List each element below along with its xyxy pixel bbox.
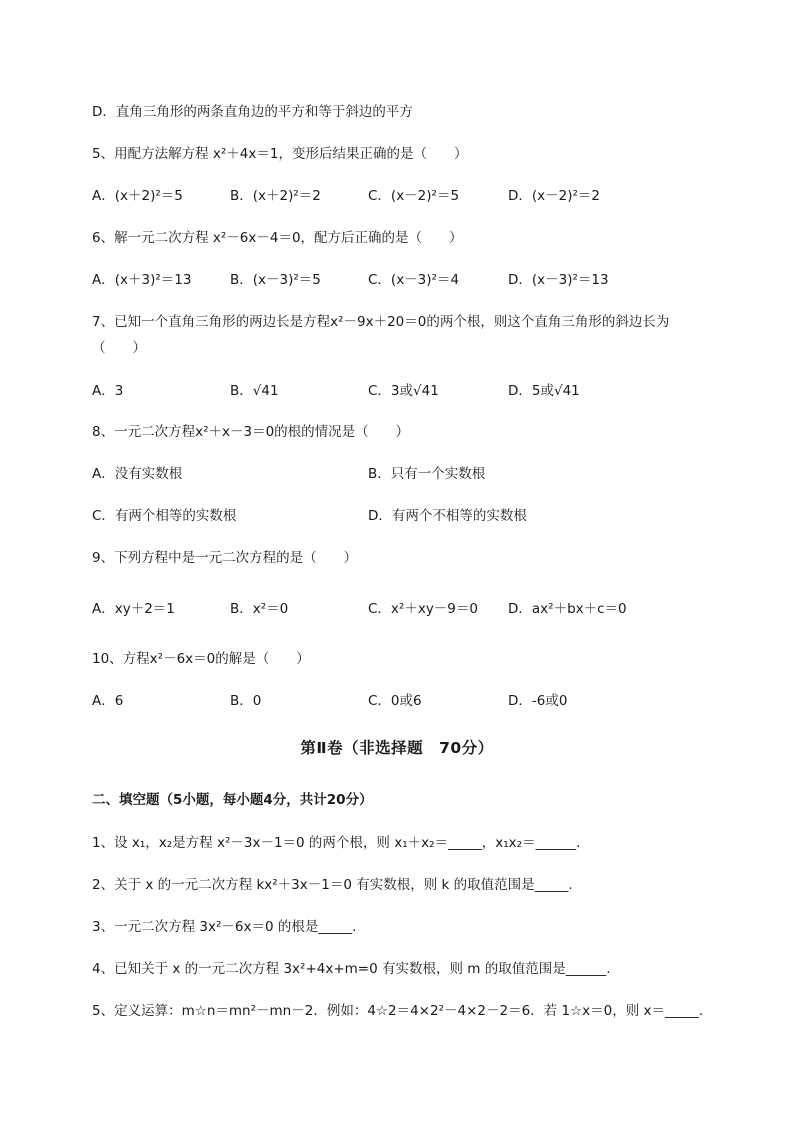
- q9-option-d: D．ax²＋bx＋c＝0: [508, 601, 627, 617]
- q10-option-c: C．0或6: [368, 693, 422, 709]
- q8-option-d: D．有两个不相等的实数根: [368, 508, 527, 524]
- fill-question-3: 3、一元二次方程 3x²－6x＝0 的根是_____.: [92, 919, 357, 935]
- q6-option-d: D．(x－3)²＝13: [508, 272, 609, 288]
- fill-question-1: 1、设 x₁，x₂是方程 x²－3x－1＝0 的两个根，则 x₁＋x₂＝_____，x₁x₂＝______.: [92, 835, 581, 851]
- q10-option-d: D．-6或0: [508, 693, 568, 709]
- q8-option-b: B．只有一个实数根: [368, 466, 486, 482]
- q7-option-a: A．3: [92, 383, 124, 399]
- q9-stem: 9、下列方程中是一元二次方程的是（ ）: [92, 550, 358, 566]
- q4-option-d: D．直角三角形的两条直角边的平方和等于斜边的平方: [92, 104, 413, 120]
- q10-option-b: B．0: [230, 693, 262, 709]
- q8-option-a: A．没有实数根: [92, 466, 183, 482]
- q6-option-c: C．(x－3)²＝4: [368, 272, 460, 288]
- q10-option-a: A．6: [92, 693, 124, 709]
- q6-stem: 6、解一元二次方程 x²－6x－4＝0，配方后正确的是（ ）: [92, 230, 463, 246]
- q7-option-b: B．√41: [230, 383, 279, 399]
- q5-stem: 5、用配方法解方程 x²＋4x＝1，变形后结果正确的是（ ）: [92, 146, 468, 162]
- q6-option-a: A．(x＋3)²＝13: [92, 272, 192, 288]
- q10-stem: 10、方程x²－6x＝0的解是（ ）: [92, 651, 310, 667]
- section-ii-title: 第Ⅱ卷（非选择题 70分）: [300, 739, 494, 757]
- q8-stem: 8、一元二次方程x²＋x－3＝0的根的情况是（ ）: [92, 424, 410, 440]
- q5-option-c: C．(x－2)²＝5: [368, 188, 460, 204]
- q5-option-d: D．(x－2)²＝2: [508, 188, 601, 204]
- q7-option-d: D．5或√41: [508, 383, 580, 399]
- fill-in-part-title: 二、填空题（5小题，每小题4分，共计20分）: [92, 792, 373, 808]
- q7-option-c: C．3或√41: [368, 383, 439, 399]
- q5-option-b: B．(x＋2)²＝2: [230, 188, 321, 204]
- q7-stem: 7、已知一个直角三角形的两边长是方程x²－9x＋20＝0的两个根，则这个直角三角形的斜边长为: [92, 314, 670, 330]
- q6-option-b: B．(x－3)²＝5: [230, 272, 321, 288]
- q5-option-a: A．(x＋2)²＝5: [92, 188, 183, 204]
- fill-question-2: 2、关于 x 的一元二次方程 kx²＋3x－1＝0 有实数根，则 k 的取值范围是_____.: [92, 877, 573, 893]
- q7-stem-continued: （ ）: [92, 340, 146, 356]
- q8-option-c: C．有两个相等的实数根: [92, 508, 237, 524]
- q9-option-a: A．xy＋2＝1: [92, 601, 175, 617]
- fill-question-5: 5、定义运算：m☆n＝mn²－mn－2．例如：4☆2＝4×2²－4×2－2＝6．若 1☆x＝0，则 x＝_____.: [92, 1003, 704, 1019]
- fill-question-4: 4、已知关于 x 的一元二次方程 3x²+4x+m=0 有实数根，则 m 的取值范围是______.: [92, 961, 611, 977]
- q9-option-b: B．x²＝0: [230, 601, 289, 617]
- q9-option-c: C．x²＋xy－9＝0: [368, 601, 478, 617]
